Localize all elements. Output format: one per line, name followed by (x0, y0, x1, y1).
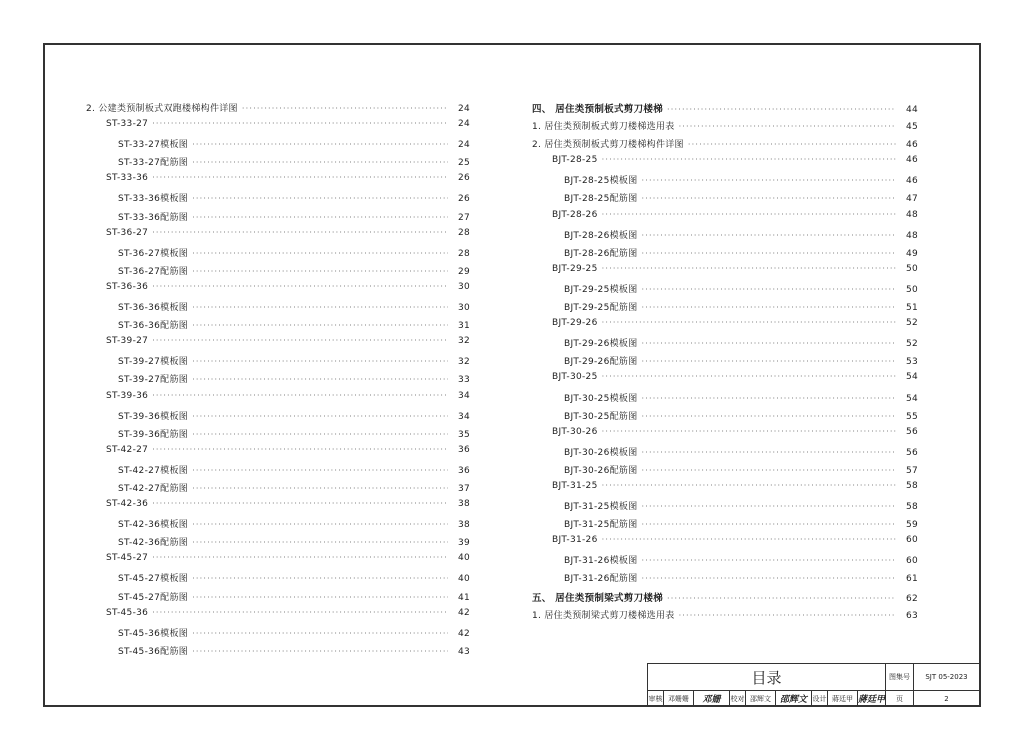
toc-entry-title: 1. 居住类预制板式剪刀楼梯选用表 (532, 122, 675, 133)
toc-leader-dots (192, 629, 448, 638)
toc-entry (532, 391, 918, 409)
toc-entry-title: ST-45-27模板图 (118, 574, 189, 585)
toc-entry (532, 590, 918, 608)
toc-entry-page: 51 (905, 303, 918, 314)
toc-entry (532, 246, 918, 264)
review-label: 审核 (648, 691, 664, 706)
title-block-title: 目录 (648, 664, 886, 691)
toc-entry (86, 445, 470, 463)
checker-name: 邵辉文 (746, 691, 776, 706)
signature-row (648, 691, 979, 706)
toc-entry-title: ST-36-36配筋图 (118, 321, 189, 332)
toc-leader-dots (679, 122, 896, 131)
toc-leader-dots (642, 412, 897, 421)
toc-entry-page: 36 (457, 444, 470, 455)
toc-entry-title: ST-45-27配筋图 (118, 592, 189, 603)
toc-leader-dots (192, 321, 448, 330)
toc-leader-dots (642, 357, 897, 366)
toc-leader-dots (667, 594, 896, 603)
toc-entry-title: ST-33-27配筋图 (118, 158, 189, 169)
toc-entry-title: BJT-29-25 (552, 263, 598, 274)
toc-entry-page: 30 (457, 281, 470, 292)
designer-name: 蔣廷甲 (828, 691, 858, 706)
toc-entry (86, 391, 470, 409)
toc-entry-page: 55 (905, 411, 918, 422)
toc-entry-page: 37 (457, 483, 470, 494)
toc-entry (86, 463, 470, 481)
toc-entry-title: 四、 居住类预制板式剪刀楼梯 (532, 104, 664, 115)
toc-entry-page: 60 (905, 556, 918, 567)
toc-entry (532, 336, 918, 354)
toc-entry-title: ST-33-27模板图 (118, 140, 189, 151)
toc-entry-title: BJT-28-25模板图 (564, 176, 638, 187)
toc-entry-page: 47 (905, 194, 918, 205)
toc-entry-title: ST-42-27模板图 (118, 465, 189, 476)
toc-entry-title: BJT-28-26 (552, 209, 598, 220)
toc-entry-title: BJT-28-26模板图 (564, 230, 638, 241)
toc-entry-page: 32 (457, 336, 470, 347)
toc-entry-page: 24 (457, 140, 470, 151)
toc-entry-page: 38 (457, 499, 470, 510)
toc-entry-title: ST-45-27 (106, 553, 149, 564)
toc-leader-dots (642, 176, 897, 185)
toc-entry-title: ST-36-36模板图 (118, 303, 189, 314)
toc-entry (86, 228, 470, 246)
toc-entry (532, 427, 918, 445)
toc-entry-title: BJT-30-26模板图 (564, 447, 638, 458)
toc-leader-dots (642, 502, 897, 511)
toc-entry (86, 300, 470, 318)
toc-entry (86, 354, 470, 372)
toc-entry (532, 228, 918, 246)
toc-entry-title: ST-42-36 (106, 499, 149, 510)
checker-signature: 邵辉文 (776, 691, 812, 706)
toc-entry (86, 590, 470, 608)
toc-leader-dots (192, 430, 448, 439)
toc-entry-title: ST-39-27模板图 (118, 357, 189, 368)
toc-entry (532, 608, 918, 626)
toc-leader-dots (602, 155, 896, 164)
toc-entry-title: BJT-31-25配筋图 (564, 520, 638, 531)
toc-entry (86, 210, 470, 228)
toc-entry-title: BJT-28-25配筋图 (564, 194, 638, 205)
toc-entry-title: ST-33-36模板图 (118, 194, 189, 205)
toc-entry (86, 372, 470, 390)
toc-entry (86, 155, 470, 173)
toc-leader-dots (642, 231, 897, 240)
toc-leader-dots (642, 194, 897, 203)
toc-entry (532, 445, 918, 463)
design-label: 设计 (812, 691, 828, 706)
toc-leader-dots (602, 535, 896, 544)
toc-entry-page: 62 (905, 593, 918, 604)
toc-entry-title: BJT-31-25 (552, 480, 598, 491)
toc-entry (532, 499, 918, 517)
toc-entry-page: 40 (457, 553, 470, 564)
toc-entry-page: 25 (457, 158, 470, 169)
toc-entry-page: 46 (905, 140, 918, 151)
toc-entry (532, 173, 918, 191)
toc-leader-dots (192, 213, 448, 222)
page-label: 页 (886, 691, 914, 706)
toc-entry (532, 101, 918, 119)
toc-entry-title: ST-45-36模板图 (118, 628, 189, 639)
toc-entry-page: 50 (905, 284, 918, 295)
toc-entry (86, 282, 470, 300)
toc-leader-dots (602, 318, 896, 327)
toc-entry (86, 644, 470, 662)
check-label: 校对 (730, 691, 746, 706)
toc-entry-title: BJT-30-26 (552, 426, 598, 437)
toc-entry (86, 499, 470, 517)
toc-leader-dots (642, 574, 897, 583)
toc-leader-dots (152, 553, 448, 562)
toc-entry-title: ST-33-27 (106, 119, 149, 130)
toc-entry-page: 34 (457, 411, 470, 422)
toc-entry-page: 42 (457, 628, 470, 639)
toc-leader-dots (667, 105, 896, 114)
toc-entry-page: 33 (457, 375, 470, 386)
toc-entry-title: BJT-31-25模板图 (564, 502, 638, 513)
toc-leader-dots (192, 158, 448, 167)
toc-entry-title: ST-36-27配筋图 (118, 266, 189, 277)
toc-entry-title: BJT-29-26模板图 (564, 339, 638, 350)
toc-entry-page: 39 (457, 538, 470, 549)
toc-entry-title: ST-42-27 (106, 444, 149, 455)
toc-entry (532, 517, 918, 535)
toc-entry-page: 42 (457, 607, 470, 618)
toc-entry-title: ST-36-36 (106, 281, 149, 292)
toc-leader-dots (602, 210, 896, 219)
toc-entry-page: 46 (905, 176, 918, 187)
toc-leader-dots (642, 249, 897, 258)
toc-leader-dots (192, 593, 448, 602)
toc-entry-page: 61 (905, 574, 918, 585)
toc-entry-title: 2. 公建类预制板式双跑楼梯构件详图 (86, 104, 238, 114)
toc-entry-title: BJT-29-25配筋图 (564, 303, 638, 314)
toc-leader-dots (192, 140, 448, 149)
toc-entry-page: 52 (905, 318, 918, 329)
toc-entry (86, 264, 470, 282)
toc-entry-page: 56 (905, 426, 918, 437)
toc-entry-title: ST-36-27模板图 (118, 248, 189, 259)
toc-entry-page: 58 (905, 502, 918, 513)
toc-leader-dots (152, 173, 448, 182)
toc-leader-dots (602, 481, 896, 490)
toc-entry-page: 63 (905, 610, 918, 621)
toc-leader-dots (152, 499, 448, 508)
toc-entry (532, 553, 918, 571)
toc-entry (532, 372, 918, 390)
toc-entry (86, 246, 470, 264)
toc-entry-title: ST-33-36配筋图 (118, 212, 189, 223)
toc-leader-dots (152, 228, 448, 237)
toc-entry-title: BJT-28-26配筋图 (564, 248, 638, 259)
toc-entry-title: ST-42-36模板图 (118, 520, 189, 531)
toc-entry-page: 32 (457, 357, 470, 368)
toc-leader-dots (192, 303, 448, 312)
toc-entry (86, 119, 470, 137)
toc-entry (532, 282, 918, 300)
toc-entry-title: 五、 居住类预制梁式剪刀楼梯 (532, 592, 664, 604)
toc-entry-page: 43 (457, 646, 470, 657)
toc-entry-page: 54 (905, 372, 918, 383)
toc-entry-page: 45 (905, 122, 918, 133)
toc-entry-title: BJT-30-25模板图 (564, 393, 638, 404)
toc-entry-page: 28 (457, 248, 470, 259)
toc-entry (86, 336, 470, 354)
toc-leader-dots (152, 119, 448, 128)
toc-entry-page: 24 (457, 119, 470, 130)
toc-leader-dots (602, 372, 896, 381)
toc-entry-title: BJT-31-26配筋图 (564, 574, 638, 585)
reviewer-signature: 邓姗 (694, 691, 730, 706)
toc-leader-dots (642, 285, 897, 294)
toc-entry (532, 409, 918, 427)
toc-entry-page: 29 (457, 266, 470, 277)
toc-leader-dots (642, 339, 897, 348)
toc-entry-page: 52 (905, 339, 918, 350)
toc-entry-page: 41 (457, 592, 470, 603)
toc-entry (532, 571, 918, 589)
toc-leader-dots (642, 303, 897, 312)
toc-leader-dots (192, 194, 448, 203)
toc-entry-page: 28 (457, 227, 470, 238)
toc-entry-page: 30 (457, 303, 470, 314)
designer-signature: 蔣廷甲 (858, 691, 886, 706)
toc-entry (532, 300, 918, 318)
toc-entry-page: 24 (457, 104, 470, 114)
toc-leader-dots (192, 466, 448, 475)
toc-leader-dots (242, 104, 448, 113)
toc-leader-dots (152, 336, 448, 345)
toc-leader-dots (192, 520, 448, 529)
toc-entry-page: 36 (457, 465, 470, 476)
toc-left-column (86, 101, 470, 662)
toc-entry-page: 54 (905, 393, 918, 404)
toc-entry-title: ST-36-27 (106, 227, 149, 238)
toc-entry-title: 1. 居住类预制梁式剪刀楼梯选用表 (532, 610, 675, 621)
toc-entry (532, 264, 918, 282)
toc-entry-page: 35 (457, 429, 470, 440)
toc-leader-dots (152, 608, 448, 617)
toc-entry (86, 571, 470, 589)
toc-entry-title: BJT-28-25 (552, 155, 598, 166)
toc-entry-title: BJT-29-26 (552, 318, 598, 329)
toc-entry-title: BJT-31-26模板图 (564, 556, 638, 567)
toc-entry-title: BJT-31-26 (552, 535, 598, 546)
toc-entry (86, 608, 470, 626)
toc-leader-dots (192, 538, 448, 547)
toc-entry (86, 626, 470, 644)
toc-entry (86, 409, 470, 427)
toc-entry-page: 27 (457, 212, 470, 223)
toc-entry (86, 481, 470, 499)
toc-entry (86, 137, 470, 155)
toc-leader-dots (642, 466, 897, 475)
toc-right-column (532, 101, 918, 626)
toc-entry-title: ST-39-27配筋图 (118, 375, 189, 386)
toc-leader-dots (602, 264, 896, 273)
toc-entry (532, 137, 918, 155)
toc-entry-page: 56 (905, 447, 918, 458)
toc-leader-dots (688, 140, 896, 149)
toc-entry (86, 553, 470, 571)
toc-leader-dots (642, 520, 897, 529)
toc-leader-dots (192, 574, 448, 583)
toc-entry-page: 57 (905, 465, 918, 476)
toc-entry-title: ST-39-36模板图 (118, 411, 189, 422)
toc-leader-dots (152, 391, 448, 400)
toc-entry (532, 210, 918, 228)
toc-entry (532, 191, 918, 209)
toc-leader-dots (192, 375, 448, 384)
toc-entry-page: 59 (905, 520, 918, 531)
toc-entry-page: 58 (905, 480, 918, 491)
toc-entry-page: 38 (457, 520, 470, 531)
toc-entry (532, 481, 918, 499)
toc-entry-title: ST-39-36 (106, 390, 149, 401)
toc-leader-dots (152, 282, 448, 291)
toc-entry-page: 46 (905, 155, 918, 166)
toc-entry (86, 318, 470, 336)
toc-leader-dots (192, 484, 448, 493)
toc-leader-dots (192, 267, 448, 276)
toc-leader-dots (679, 611, 896, 620)
toc-entry-page: 26 (457, 173, 470, 184)
toc-entry-title: ST-45-36 (106, 607, 149, 618)
toc-entry (532, 354, 918, 372)
toc-entry-page: 34 (457, 390, 470, 401)
toc-entry-page: 44 (905, 105, 918, 115)
toc-entry (86, 517, 470, 535)
toc-entry-page: 53 (905, 357, 918, 368)
toc-entry-title: ST-42-27配筋图 (118, 483, 189, 494)
toc-leader-dots (192, 357, 448, 366)
toc-entry (532, 155, 918, 173)
atlas-label: 图集号 (886, 664, 914, 691)
toc-entry-title: ST-45-36配筋图 (118, 646, 189, 657)
toc-entry-page: 49 (905, 248, 918, 259)
toc-entry-title: BJT-29-25模板图 (564, 284, 638, 295)
toc-entry (86, 101, 470, 119)
atlas-number: SJT 05-2023 (914, 664, 979, 691)
toc-entry (86, 427, 470, 445)
toc-entry (532, 535, 918, 553)
toc-entry (532, 119, 918, 137)
toc-leader-dots (192, 412, 448, 421)
toc-entry-page: 48 (905, 209, 918, 220)
toc-entry-title: ST-39-27 (106, 336, 149, 347)
toc-entry (86, 535, 470, 553)
toc-entry (86, 191, 470, 209)
toc-entry-page: 50 (905, 263, 918, 274)
toc-entry (532, 463, 918, 481)
toc-entry-title: 2. 居住类预制板式剪刀楼梯构件详图 (532, 140, 684, 151)
toc-entry-title: BJT-29-26配筋图 (564, 357, 638, 368)
toc-leader-dots (192, 647, 448, 656)
toc-leader-dots (642, 448, 897, 457)
toc-entry-title: ST-39-36配筋图 (118, 429, 189, 440)
toc-leader-dots (192, 249, 448, 258)
toc-entry-title: BJT-30-25配筋图 (564, 411, 638, 422)
toc-entry (532, 318, 918, 336)
toc-entry-page: 31 (457, 321, 470, 332)
toc-entry-page: 40 (457, 574, 470, 585)
toc-leader-dots (642, 394, 897, 403)
toc-entry-title: BJT-30-26配筋图 (564, 465, 638, 476)
reviewer-name: 邓姗姗 (664, 691, 694, 706)
toc-entry-title: ST-42-36配筋图 (118, 538, 189, 549)
toc-entry (86, 173, 470, 191)
toc-entry-page: 26 (457, 194, 470, 205)
toc-entry-title: BJT-30-25 (552, 372, 598, 383)
page-number: 2 (944, 694, 949, 703)
toc-leader-dots (602, 427, 896, 436)
toc-entry-page: 48 (905, 230, 918, 241)
toc-leader-dots (152, 445, 448, 454)
title-block (647, 663, 979, 705)
toc-entry-title: ST-33-36 (106, 173, 149, 184)
toc-entry-page: 60 (905, 535, 918, 546)
toc-leader-dots (642, 556, 897, 565)
